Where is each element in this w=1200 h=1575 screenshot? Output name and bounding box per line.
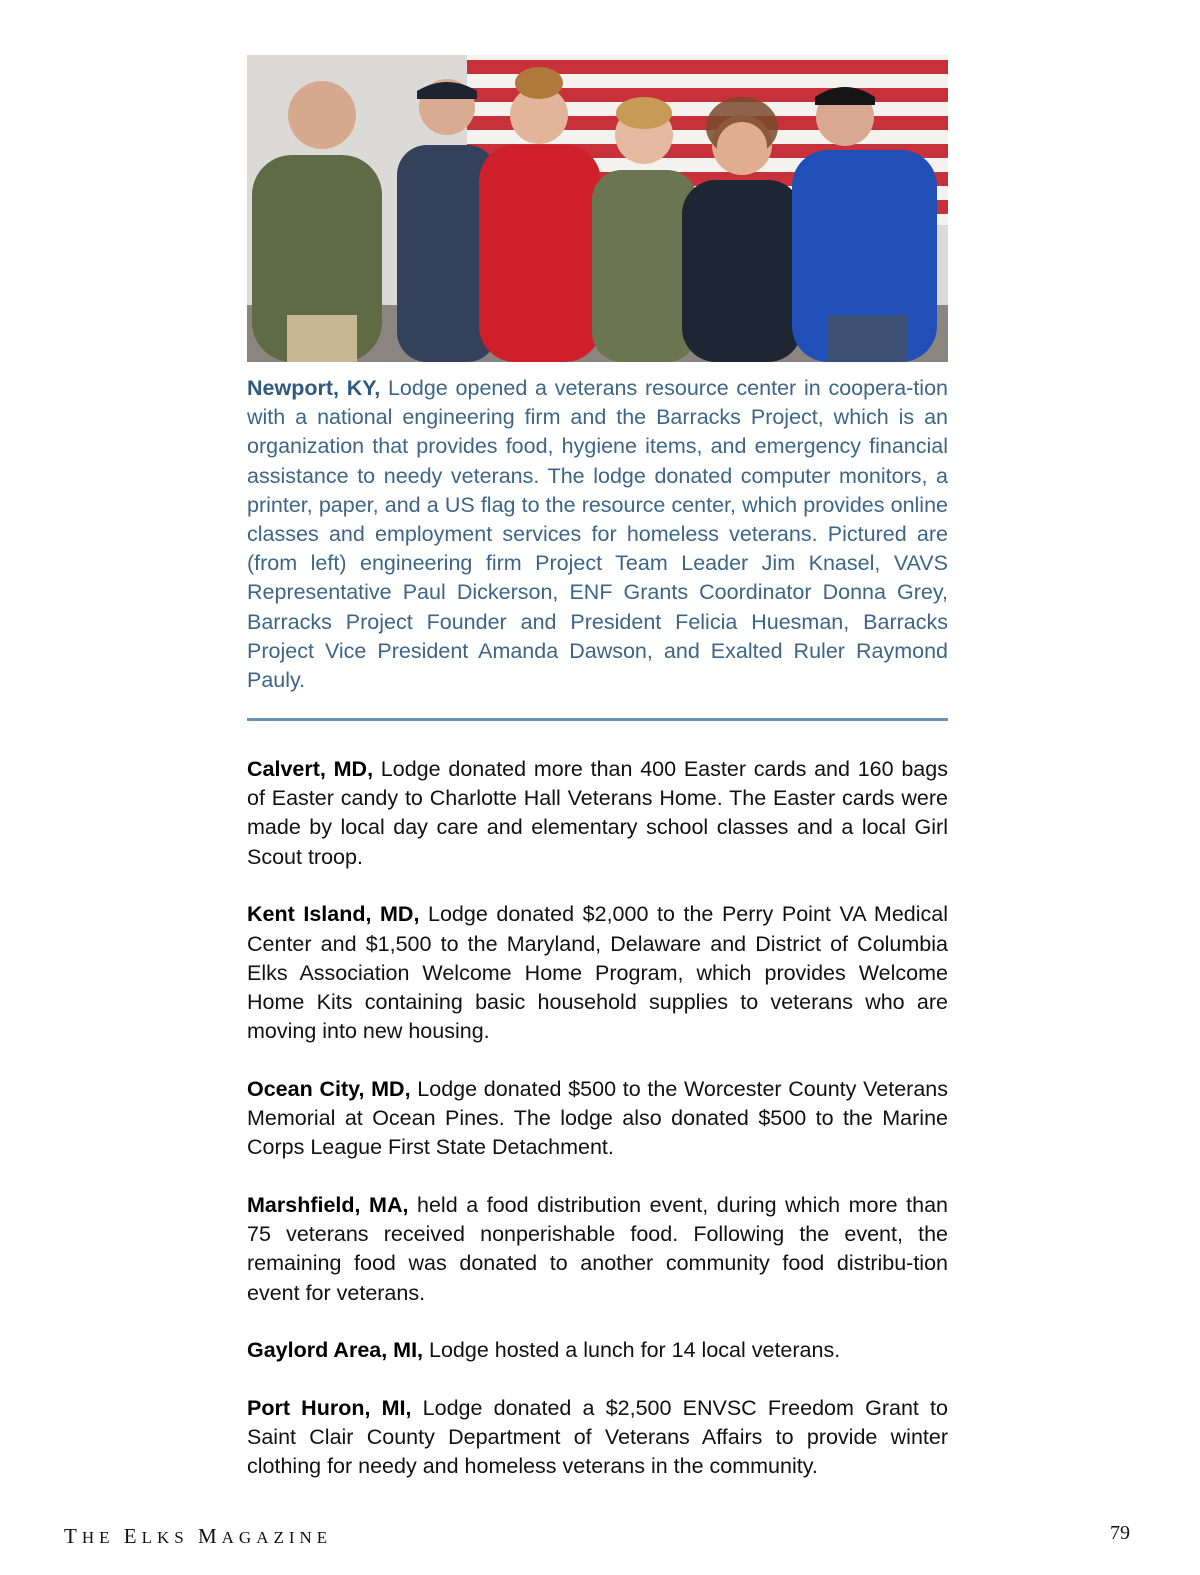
caption-place: Newport, KY, bbox=[247, 376, 381, 400]
magazine-name-agazine: AGAZINE bbox=[221, 1528, 333, 1547]
entry-text: Lodge donated $2,000 to the Perry Point VA Medical Center and $1,500 to the Maryland, Delaware and District of Columbia Elks Association Welcome Home Program, which provides Welcome Home Kits containing basic household supplies to veterans who are moving into new housing. bbox=[247, 902, 949, 1044]
caption-text: Lodge opened a veterans resource center in coopera-tion with a national engineering firm and the Barracks Project, which is an organization that provides food, hygiene items, and emergency financial assistance to needy veterans. The lodge donated computer monitors, a printer, paper, and a US flag to the resource center, which provides online classes and employment services for homeless veterans. Pictured are (from left) engineering firm Project Team Leader Jim Knasel, VAVS Representative Paul Dickerson, ENF Grants Coordinator Donna Grey, Barracks Project Founder and President Felicia Huesman, Barracks Project Vice President Amanda Dawson, and Exalted Ruler Raymond Pauly. bbox=[247, 376, 948, 693]
group-photo bbox=[247, 55, 948, 362]
entry-port-huron bbox=[247, 1394, 948, 1482]
entry-gaylord-area bbox=[247, 1336, 948, 1365]
magazine-name-m: M bbox=[197, 1524, 222, 1548]
entry-place: Port Huron, MI, bbox=[247, 1395, 412, 1420]
entry-place: Calvert, MD, bbox=[247, 757, 374, 781]
entry-place: Ocean City, MD, bbox=[247, 1076, 411, 1101]
lodge-entries bbox=[247, 755, 948, 1510]
entry-place: Marshfield, MA, bbox=[247, 1192, 409, 1217]
entry-ocean-city bbox=[247, 1075, 948, 1163]
entry-calvert bbox=[247, 755, 948, 872]
entry-place: Kent Island, MD, bbox=[247, 902, 420, 927]
entry-text: Lodge donated a $2,500 ENVSC Freedom Grant to Saint Clair County Department of Veterans Affairs to provide winter clothing for needy and homeless veterans in the community. bbox=[247, 1395, 948, 1479]
entry-kent-island bbox=[247, 900, 948, 1046]
entry-marshfield bbox=[247, 1191, 948, 1308]
magazine-name bbox=[64, 1524, 332, 1549]
photo-caption bbox=[247, 374, 948, 695]
magazine-name-he: HE bbox=[81, 1528, 115, 1547]
page-number: 79 bbox=[1110, 1522, 1130, 1544]
entry-text: held a food distribution event, during which more than 75 veterans received nonperishable food. Following the event, the remaining food was donated to another community food distribu-tion event for veterans. bbox=[247, 1192, 948, 1305]
entry-text: Lodge donated $500 to the Worcester County Veterans Memorial at Ocean Pines. The lodge also donated $500 to the Marine Corps League First State Detachment. bbox=[247, 1076, 948, 1160]
magazine-name-lks: LKS bbox=[141, 1528, 189, 1547]
entry-text: Lodge hosted a lunch for 14 local veterans. bbox=[423, 1338, 841, 1363]
magazine-name-t: T bbox=[64, 1524, 82, 1548]
entry-place: Gaylord Area, MI, bbox=[247, 1338, 424, 1363]
group-photo-illustration bbox=[247, 55, 948, 362]
magazine-name-e: E bbox=[123, 1524, 142, 1548]
entry-text: Lodge donated more than 400 Easter cards and 160 bags of Easter candy to Charlotte Hall Veterans Home. The Easter cards were made by local day care and elementary school classes and a local Girl Scout troop. bbox=[247, 757, 948, 869]
section-divider bbox=[247, 718, 948, 721]
